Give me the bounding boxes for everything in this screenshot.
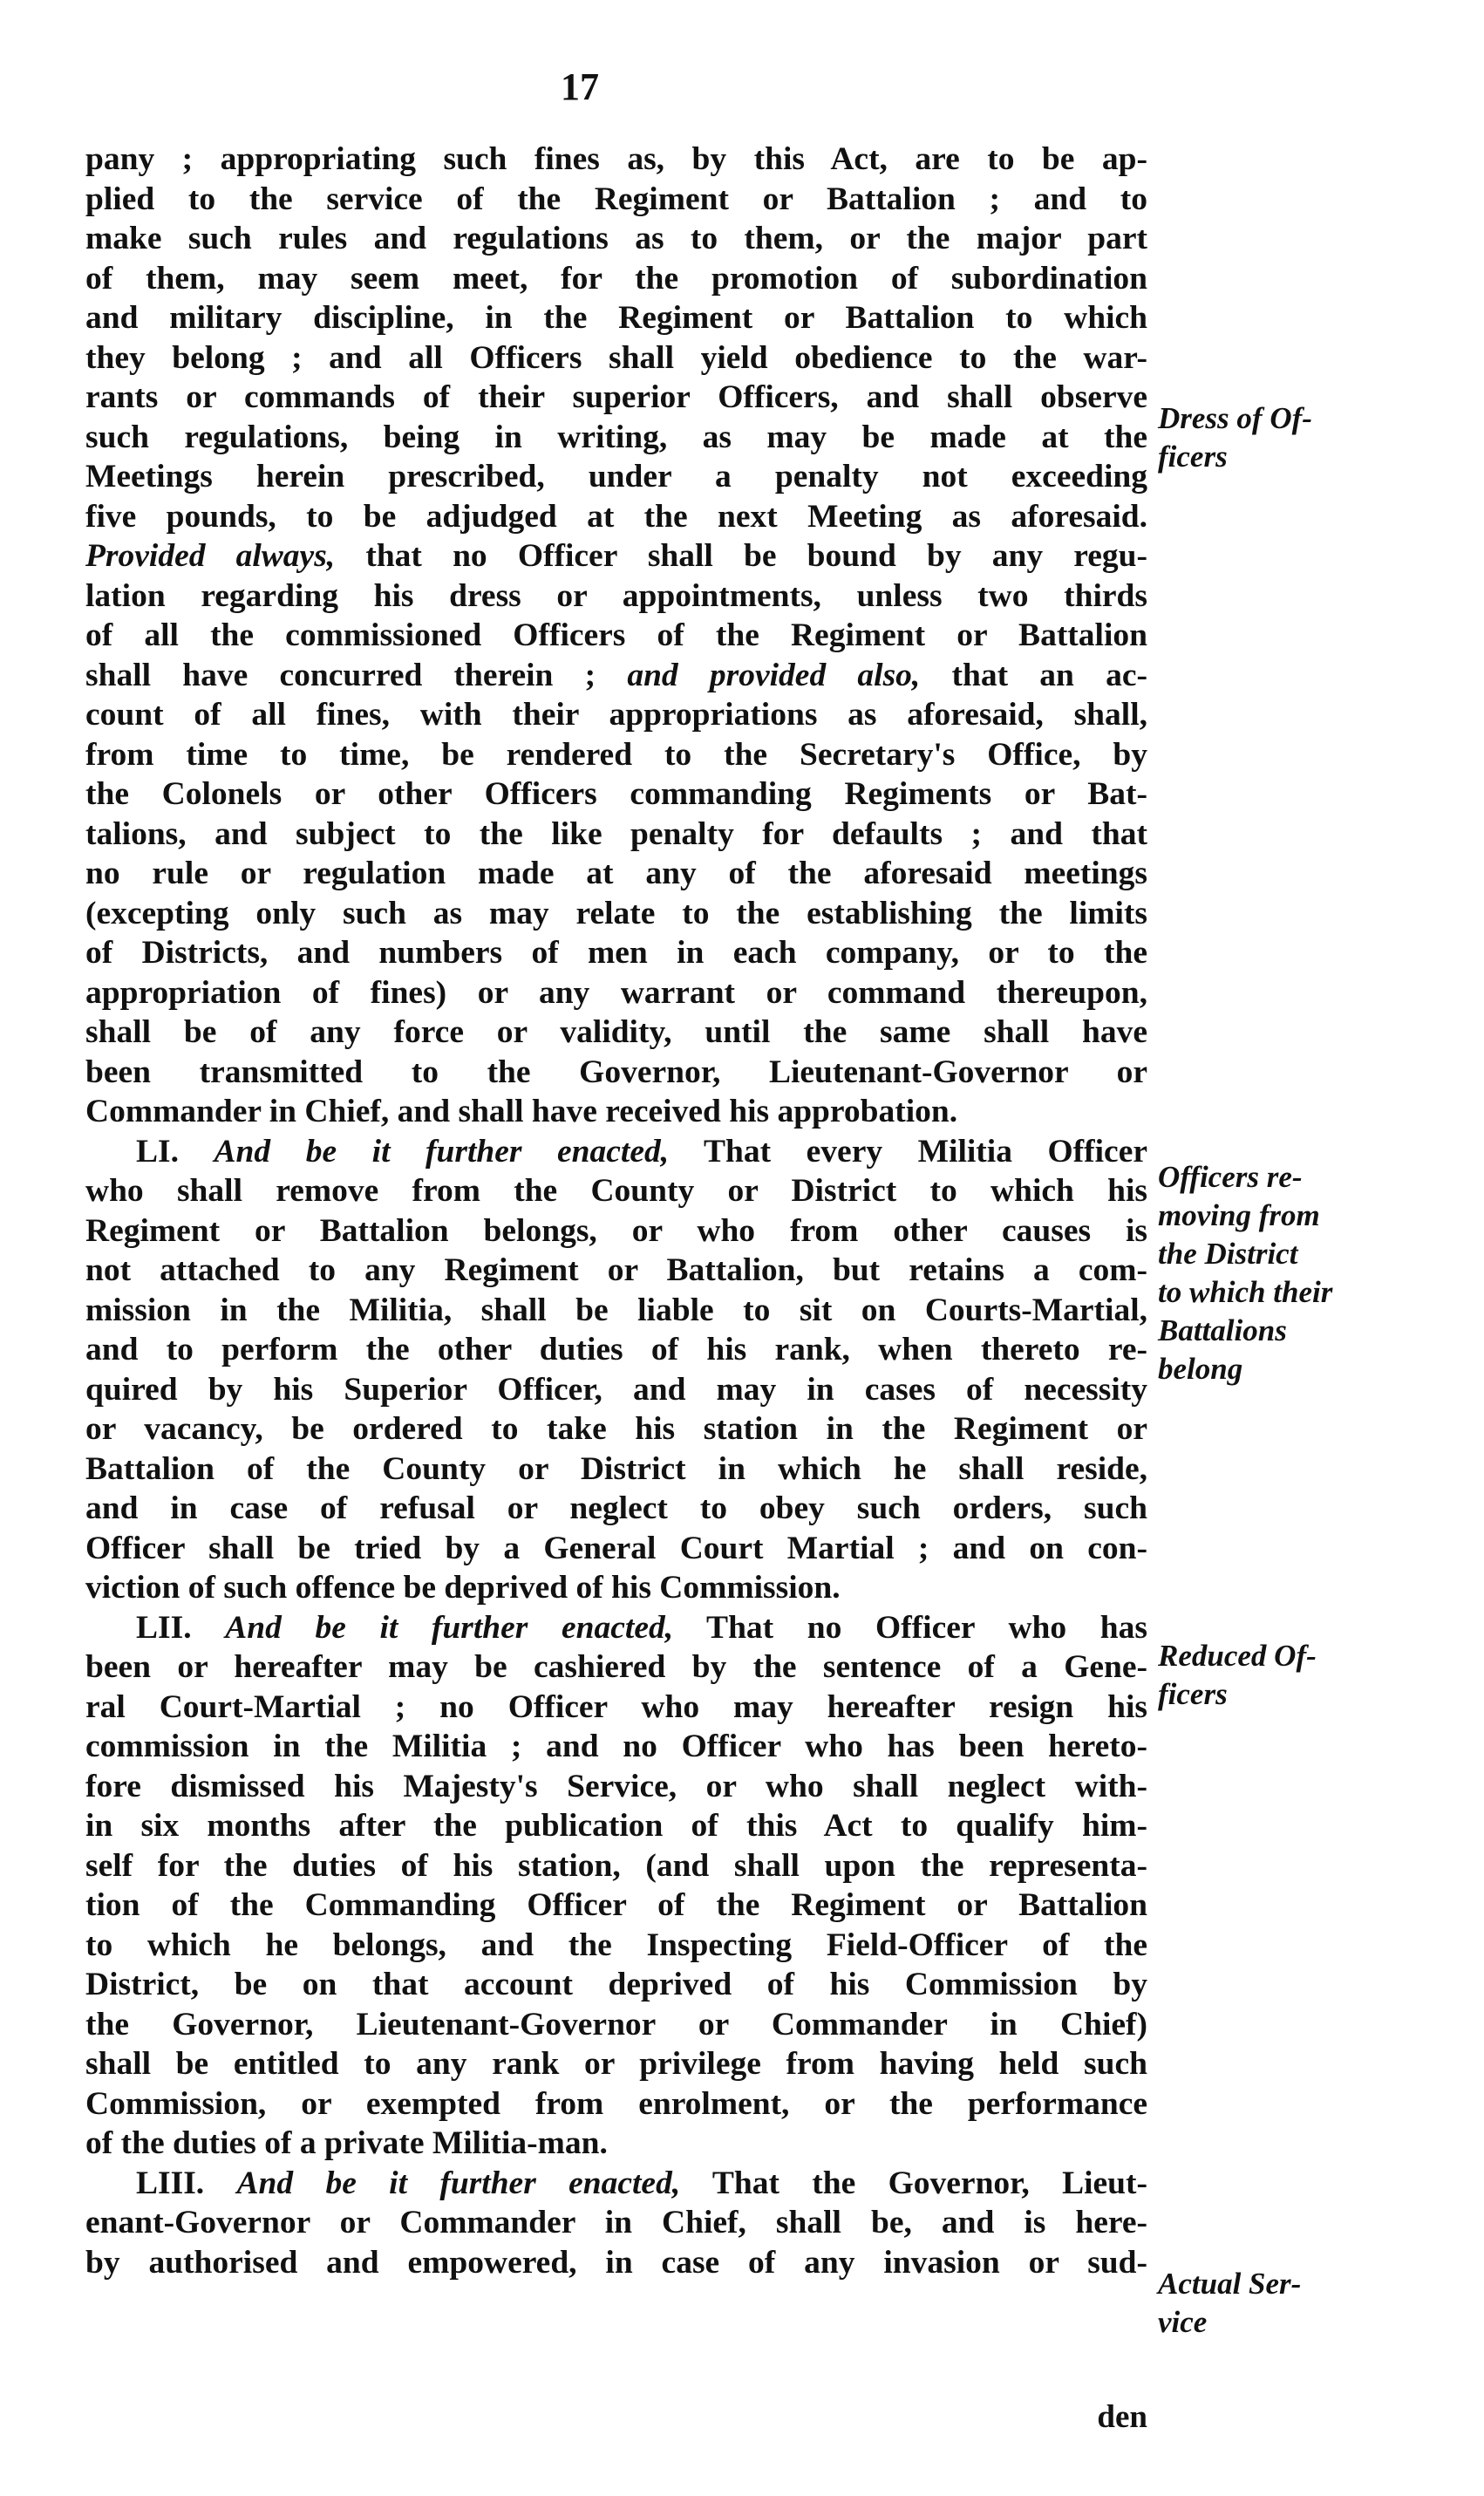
text-line — [85, 1608, 1147, 1648]
text-segment: in six months after the publication of this Act to qualify him- — [85, 1808, 1147, 1844]
text-segment: LIII. — [136, 2165, 237, 2201]
text-segment: viction of such offence be deprived of his Commission. — [85, 1570, 841, 1606]
text-line — [85, 1647, 1147, 1688]
text-line — [85, 2084, 1147, 2124]
text-segment: by authorised and empowered, in case of any invasion or sud- — [85, 2244, 1147, 2281]
text-line — [85, 457, 1147, 497]
text-segment: quired by his Superior Officer, and may in cases of necessity — [85, 1371, 1147, 1408]
text-line — [85, 2164, 1147, 2204]
text-line — [85, 1846, 1147, 1886]
text-line — [85, 1092, 1147, 1132]
text-segment: rants or commands of their superior Officers, and shall observe — [85, 379, 1147, 415]
text-segment: shall be of any force or validity, until the same shall have — [85, 1014, 1147, 1050]
text-segment: enant-Governor or Commander in Chief, shall be, and is here- — [85, 2205, 1147, 2240]
text-segment: talions, and subject to the like penalty for defaults ; and that — [85, 815, 1147, 852]
text-line — [85, 1886, 1147, 1926]
margin-note-line: ficers — [1158, 1677, 1228, 1711]
text-segment: and military discipline, in the Regiment or Battalion to which — [85, 300, 1147, 336]
text-segment: that no Officer shall be bound by any regu- — [335, 538, 1147, 574]
margin-note-line: Dress of Of- — [1158, 401, 1312, 435]
text-segment: (excepting only such as may relate to the establishing the limits — [85, 895, 1147, 931]
text-line — [85, 973, 1147, 1013]
text-line — [85, 219, 1147, 259]
text-segment: not attached to any Regiment or Battalion, but retains a com- — [85, 1252, 1147, 1288]
text-line — [85, 536, 1147, 576]
italic-text-segment: And be it further enacted, — [225, 1609, 674, 1646]
text-line — [85, 1449, 1147, 1490]
text-line — [85, 1171, 1147, 1211]
text-segment: LI. — [136, 1133, 214, 1170]
margin-note-line: the District — [1158, 1237, 1298, 1271]
margin-note-line: Actual Ser- — [1158, 2267, 1302, 2301]
text-segment: appropriation of fines) or any warrant or command thereupon, — [85, 974, 1147, 1011]
text-line — [85, 1330, 1147, 1370]
text-segment: who shall remove from the County or District to which his — [85, 1173, 1147, 1209]
text-line — [85, 1688, 1147, 1728]
text-line — [85, 1965, 1147, 2005]
text-segment: to which he belongs, and the Inspecting Field-Officer of the — [85, 1927, 1147, 1963]
margin-note-line: Battalions — [1158, 1313, 1287, 1347]
text-line — [85, 140, 1147, 180]
text-segment: Commander in Chief, and shall have received his approbation. — [85, 1094, 958, 1129]
text-segment: of Districts, and numbers of men in each company, or to the — [85, 935, 1147, 971]
text-segment: five pounds, to be adjudged at the next Meeting as aforesaid. — [85, 498, 1147, 535]
text-segment: ral Court-Martial ; no Officer who may hereafter resign his — [85, 1688, 1147, 1725]
text-segment: and in case of refusal or neglect to obey such orders, such — [85, 1490, 1147, 1526]
text-segment: fore dismissed his Majesty's Service, or who shall neglect with- — [85, 1768, 1147, 1804]
text-segment: make such rules and regulations as to them, or the major part — [85, 221, 1147, 256]
text-segment: self for the duties of his station, (and shall upon the representa- — [85, 1847, 1147, 1884]
margin-note-line: ficers — [1158, 440, 1228, 474]
text-segment: Battalion of the County or District in which he shall reside, — [85, 1450, 1147, 1487]
margin-note-line: Reduced Of- — [1158, 1639, 1317, 1673]
text-segment: no rule or regulation made at any of the aforesaid meetings — [85, 856, 1147, 891]
text-segment: of all the commissioned Officers of the Regiment or Battalion — [85, 617, 1147, 653]
text-line — [85, 1291, 1147, 1331]
text-line — [85, 1211, 1147, 1251]
text-segment: and to perform the other duties of his rank, when thereto re- — [85, 1332, 1147, 1367]
margin-note-line: to which their — [1158, 1275, 1333, 1309]
text-line — [85, 695, 1147, 735]
text-segment: tion of the Commanding Officer of the Regiment or Battalion — [85, 1887, 1147, 1923]
italic-text-segment: And be it further enacted, — [236, 2165, 681, 2201]
text-segment: Meetings herein prescribed, under a penalty not exceeding — [85, 459, 1147, 494]
margin-note-officers-removing — [1158, 1158, 1419, 1388]
text-line — [85, 1767, 1147, 1807]
text-segment: Officer shall be tried by a General Court Martial ; and on con- — [85, 1530, 1147, 1566]
text-segment: the Colonels or other Officers commanding Regiments or Bat- — [85, 776, 1147, 812]
text-line — [85, 1132, 1147, 1172]
text-segment: shall be entitled to any rank or privilege from having held such — [85, 2046, 1147, 2082]
text-line — [85, 1251, 1147, 1291]
margin-note-actual-service — [1158, 2265, 1419, 2342]
text-line — [85, 815, 1147, 855]
text-segment: been transmitted to the Governor, Lieutenant-Governor or — [85, 1054, 1147, 1090]
text-line — [85, 2005, 1147, 2045]
margin-note-line: belong — [1158, 1352, 1243, 1386]
text-segment: they belong ; and all Officers shall yield obedience to the war- — [85, 339, 1147, 376]
text-segment: commission in the Militia ; and no Officer who has been hereto- — [85, 1729, 1147, 1764]
italic-text-segment: And be it further enacted, — [214, 1133, 670, 1170]
text-line — [85, 1489, 1147, 1529]
text-line — [85, 616, 1147, 656]
text-segment: been or hereafter may be cashiered by the sentence of a Gene- — [85, 1649, 1147, 1685]
text-segment: count of all fines, with their appropriations as aforesaid, shall, — [85, 697, 1147, 733]
text-segment: Commission, or exempted from enrolment, or the performance — [85, 2085, 1147, 2122]
text-segment: LII. — [136, 1609, 226, 1646]
text-segment: Regiment or Battalion belongs, or who from other causes is — [85, 1212, 1147, 1249]
text-segment: pany ; appropriating such fines as, by this Act, are to be ap- — [85, 141, 1147, 177]
text-line — [85, 1727, 1147, 1767]
text-segment: that an ac- — [920, 657, 1147, 693]
text-line — [85, 2124, 1147, 2164]
text-line — [85, 378, 1147, 418]
margin-note-dress-of-officers — [1158, 399, 1419, 476]
text-line — [85, 1053, 1147, 1093]
text-segment: of the duties of a private Militia-man. — [85, 2125, 608, 2161]
text-line — [85, 2203, 1147, 2243]
text-line — [85, 2044, 1147, 2084]
text-segment: the Governor, Lieutenant-Governor or Commander in Chief) — [85, 2006, 1147, 2042]
text-line — [85, 854, 1147, 894]
text-segment: such regulations, being in writing, as may be made at the — [85, 419, 1147, 455]
italic-text-segment: Provided always, — [85, 538, 336, 574]
text-segment: from time to time, be rendered to the Secretary's Office, by — [85, 736, 1147, 773]
text-line — [85, 1013, 1147, 1053]
text-segment: mission in the Militia, shall be liable to sit on Courts-Martial, — [85, 1292, 1147, 1328]
text-segment: District, be on that account deprived of his Commission by — [85, 1967, 1147, 2002]
text-line — [85, 298, 1147, 338]
text-segment: That the Governor, Lieut- — [680, 2165, 1147, 2201]
text-line — [85, 894, 1147, 934]
text-line — [85, 497, 1147, 537]
text-segment: That every Militia Officer — [669, 1133, 1147, 1170]
margin-note-reduced-officers — [1158, 1637, 1419, 1714]
text-line — [85, 656, 1147, 696]
italic-text-segment: and provided also, — [627, 657, 921, 693]
text-line — [85, 2243, 1147, 2283]
text-segment: of them, may seem meet, for the promotion of subordination — [85, 260, 1147, 297]
text-segment: That no Officer who has — [673, 1609, 1147, 1646]
text-line — [85, 1926, 1147, 1966]
text-line — [85, 1568, 1147, 1608]
text-line — [85, 933, 1147, 973]
text-line — [85, 774, 1147, 815]
text-line — [85, 259, 1147, 299]
margin-note-line: moving from — [1158, 1198, 1320, 1232]
text-line — [85, 180, 1147, 220]
text-segment: lation regarding his dress or appointments, unless two thirds — [85, 577, 1147, 614]
text-line — [85, 576, 1147, 617]
text-segment: plied to the service of the Regiment or Battalion ; and to — [85, 181, 1147, 217]
text-line — [85, 418, 1147, 458]
text-line — [85, 735, 1147, 775]
text-line — [85, 1370, 1147, 1410]
text-line — [85, 338, 1147, 378]
text-segment: or vacancy, be ordered to take his station in the Regiment or — [85, 1411, 1147, 1447]
page-number: 17 — [561, 65, 599, 108]
text-segment: shall have concurred therein ; — [85, 657, 628, 693]
body-text — [85, 140, 1147, 2282]
catchword: den — [1097, 2399, 1147, 2435]
text-line — [85, 1529, 1147, 1569]
text-line — [85, 1409, 1147, 1449]
text-line — [85, 1806, 1147, 1846]
margin-note-line: Officers re- — [1158, 1160, 1303, 1194]
margin-note-line: vice — [1158, 2305, 1208, 2339]
